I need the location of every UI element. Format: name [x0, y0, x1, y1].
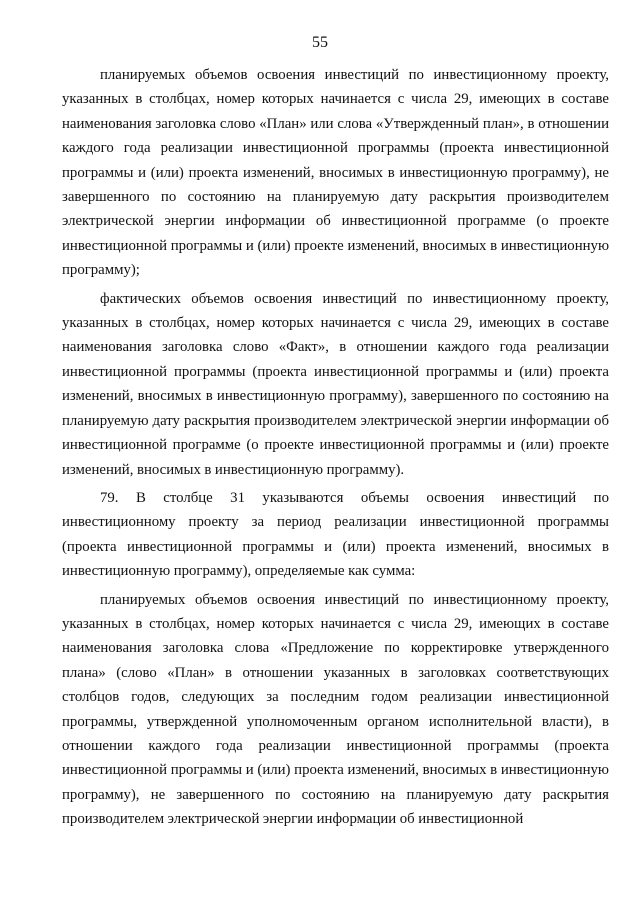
paragraph-planned-volumes: планируемых объемов освоения инвестиций по инвестиционному проекту, указанных в столбцах, номер которых начинается с числа 29, имеющих в составе наименования заголовка слово «План» или слова «Утвержденный план», в отношении каждого года реализации инвестиционной программы (проекта инвестиционной программы и (или) проекта изменений, вносимых в инвестиционную программу), не завершенного по состоянию на планируемую дату раскрытия производителем электрической энергии информации об инвестиционной программе (о проекте инвестиционной программы и (или) проекте изменений, вносимых в инвестиционную программу);: [62, 67, 609, 279]
paragraph-item-79: 79. В столбце 31 указываются объемы освоения инвестиций по инвестиционному проекту за период реализации инвестиционной программы (проекта инвестиционной программы и (или) проекта изменений, вносимых в инвестиционную программу), определяемые как сумма:: [62, 489, 609, 580]
page-number: 55: [312, 34, 328, 51]
paragraph-planned-volumes-adjustment: планируемых объемов освоения инвестиций по инвестиционному проекту, указанных в столбцах, номер которых начинается с числа 29, имеющих в составе наименования заголовка слова «Предложение по корректировке утвержденного плана» (слово «План» в отношении указанных в заголовках соответствующих столбцов годов, следующих за последним годом реализации инвестиционной программы, утвержденной уполномоченным органом исполнительной власти), в отношении каждого года реализации инвестиционной программы (проекта инвестиционной программы и (или) проекта изменений, вносимых в инвестиционную программу), не завершенного по состоянию на планируемую дату раскрытия производителем электрической энергии информации об инвестиционной: [62, 591, 609, 828]
paragraph-actual-volumes: фактических объемов освоения инвестиций по инвестиционному проекту, указанных в столбцах, номер которых начинается с числа 29, имеющих в составе наименования заголовка слово «Факт», в отношении каждого года реализации инвестиционной программы (проекта инвестиционной программы и (или) проекта изменений, вносимых в инвестиционную программу), завершенного по состоянию на планируемую дату раскрытия производителем электрической энергии информации об инвестиционной программе (о проекте инвестиционной программы и (или) проекте изменений, вносимых в инвестиционную программу).: [62, 290, 609, 478]
document-body: [62, 63, 609, 836]
